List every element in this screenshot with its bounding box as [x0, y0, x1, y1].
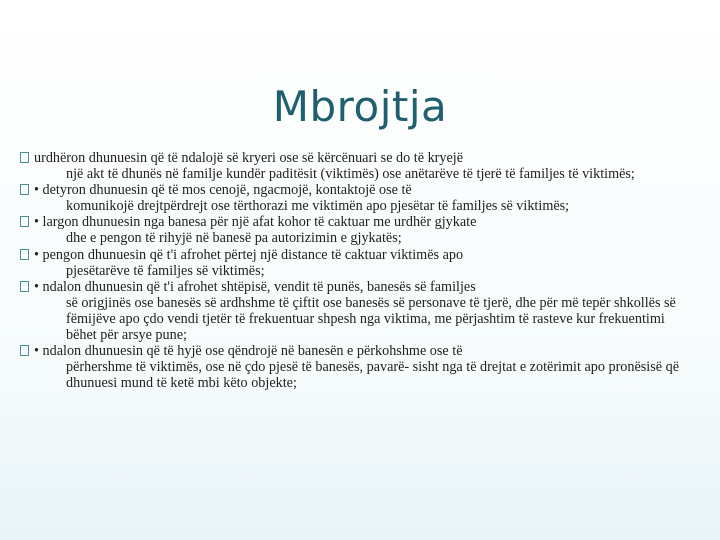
box-bullet-icon — [20, 281, 29, 292]
bullet-first-line: • largon dhunuesin nga banesa për një afat kohor të caktuar me urdhër gjykate — [34, 214, 477, 231]
list-item — [14, 279, 690, 343]
list-item — [14, 214, 690, 246]
list-item — [14, 182, 690, 214]
list-item — [14, 150, 690, 182]
bullet-first-line: urdhëron dhunuesin që të ndalojë së kryeri ose së kërcënuari se do të kryejë — [34, 150, 464, 166]
list-item — [14, 343, 690, 391]
bullet-first-line: • ndalon dhunuesin që t'i afrohet shtëpisë, vendit të punës, banesës së familjes — [34, 278, 476, 295]
slide-title: Mbrojtja — [272, 82, 448, 131]
box-bullet-icon — [20, 216, 29, 227]
bullet-continuation: një akt të dhunës në familje kundër paditësit (viktimës) ose anëtarëve të tjerë të familjes të viktimës; — [66, 166, 635, 183]
bullet-continuation: komunikojë drejtpërdrejt ose tërthorazi me viktimën apo pjesëtar të familjes së viktimës; — [66, 198, 570, 215]
box-bullet-icon — [20, 249, 29, 260]
box-bullet-icon — [20, 345, 29, 356]
bullet-first-line: • pengon dhunuesin që t'i afrohet përtej një distance të caktuar viktimës apo — [34, 246, 464, 263]
bullet-first-line: • ndalon dhunuesin që të hyjë ose qëndrojë në banesën e përkohshme ose të — [34, 343, 463, 360]
box-bullet-icon — [20, 184, 29, 195]
bullet-continuation: përhershme të viktimës, ose në çdo pjesë të banesës, pavarë- sisht nga të drejtat e zotërimit apo pronësisë që dhunuesi mund të ketë mbi këto objekte; — [66, 359, 679, 392]
bullet-list — [14, 150, 690, 391]
bullet-continuation: pjesëtarëve të familjes së viktimës; — [66, 262, 265, 279]
bullet-continuation: së origjinës ose banesës së ardhshme të çiftit ose banesës së personave të tjerë, dhe për më tepër shkollës së fëmijëve apo çdo vendi tjetër të frekuentuar shpesh nga viktima, me përjashtim të rasteve kur frekuentimi bëhet për arsye pune; — [66, 294, 676, 344]
box-bullet-icon — [20, 152, 29, 163]
bullet-first-line: • detyron dhunuesin që të mos cenojë, ngacmojë, kontaktojë ose të — [34, 182, 412, 199]
bullet-continuation: dhe e pengon të rihyjë në banesë pa autorizimin e gjykatës; — [66, 230, 402, 247]
list-item — [14, 247, 690, 279]
